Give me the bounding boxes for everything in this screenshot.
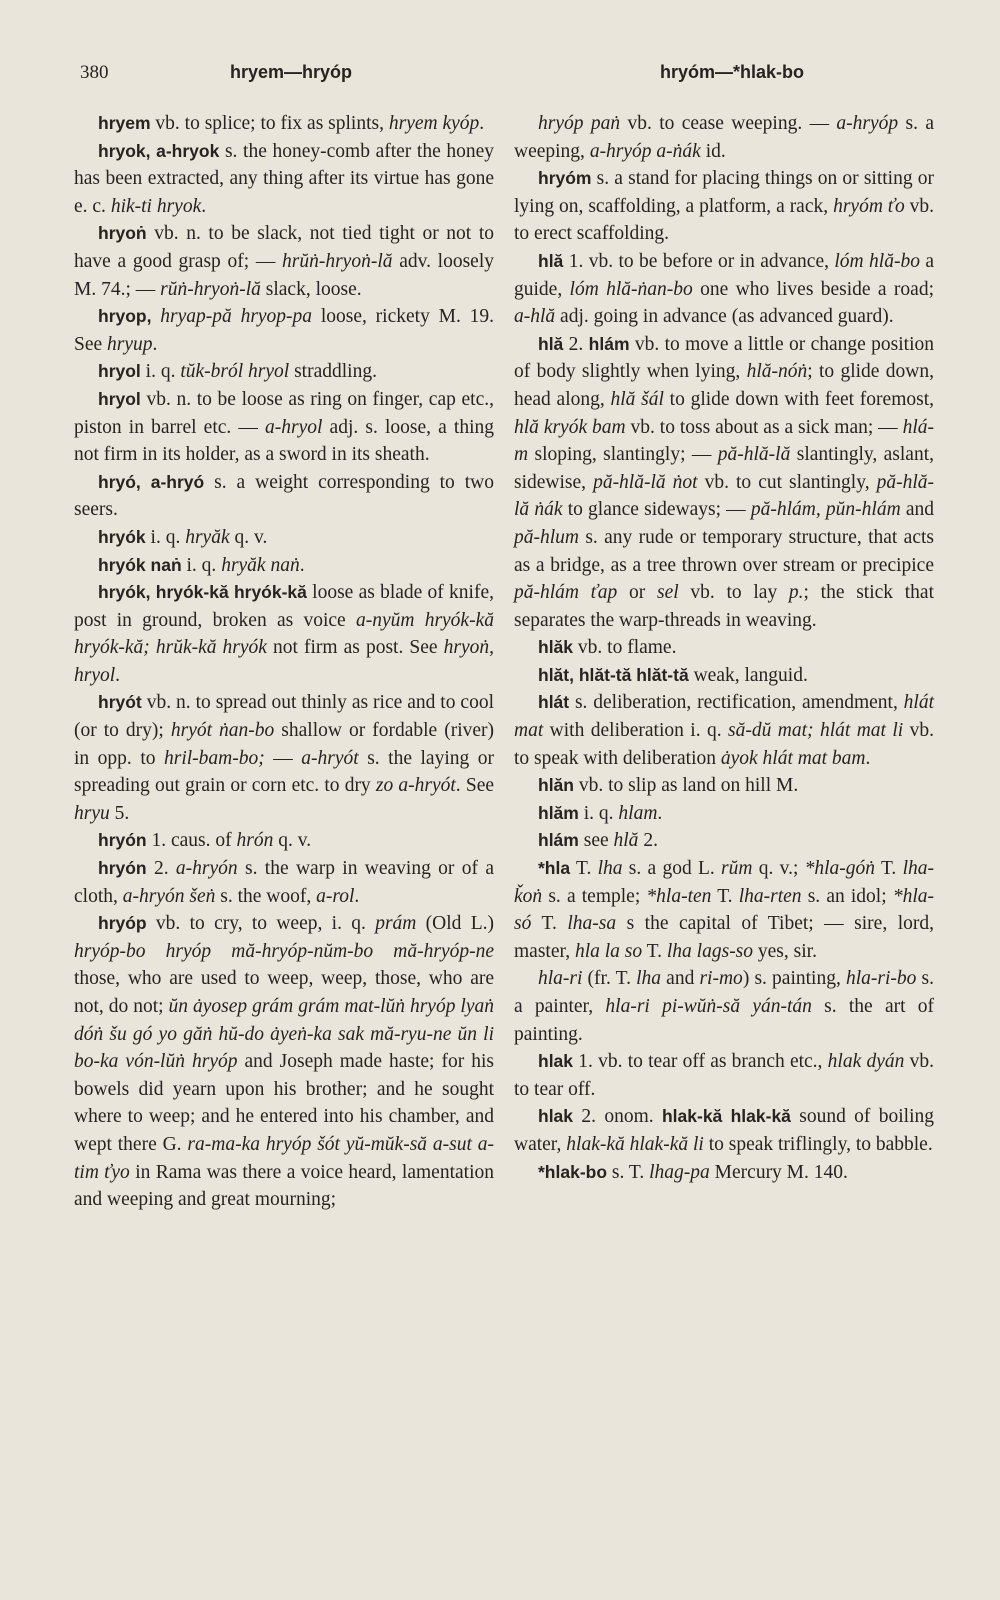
definition-text: vb. to erect scaffolding.: [514, 195, 935, 245]
headword: hryoṅ: [98, 223, 147, 244]
definition-text: q. v.;: [752, 858, 805, 880]
dictionary-entry: [514, 165, 934, 248]
dictionary-entry: [74, 220, 494, 303]
dictionary-entry: [514, 634, 934, 662]
italic-text: hrón: [236, 830, 274, 852]
italic-text: hlam: [618, 802, 658, 824]
definition-text: vb. to slip as land on hill M.: [573, 775, 799, 797]
italic-text: ȧyok hlát mat bam: [720, 747, 866, 769]
dictionary-entry: [74, 138, 494, 221]
headword: hlát: [538, 692, 570, 713]
italic-text: lha-sa: [567, 913, 617, 935]
italic-text: a-rol: [316, 885, 355, 907]
definition-text: those, who are used to weep, weep, those, who are not, do not;: [74, 968, 494, 1017]
definition-text: to glide down with feet foremost,: [663, 388, 934, 410]
definition-text: a guide,: [514, 250, 935, 300]
italic-text: lhag-pa: [649, 1161, 710, 1183]
definition-text: s. any rude or temporary structure, that acts as a bridge, as a tree thrown over stream or precipice: [514, 526, 934, 576]
italic-text: a-hryóp: [836, 113, 899, 134]
definition-text: vb. to lay: [678, 582, 789, 604]
dictionary-entry: [74, 689, 494, 827]
definition-text: .: [657, 802, 663, 824]
definition-text: T.: [570, 858, 598, 880]
italic-text: *hla-góṅ: [804, 858, 876, 880]
definition-text: . See: [455, 775, 495, 797]
definition-text: 1. vb. to be before or in advance,: [563, 250, 835, 272]
dictionary-entry: [74, 303, 494, 358]
italic-text: hryu: [74, 802, 110, 824]
headword: hryók, hryók-kă hryók-kă: [98, 582, 307, 603]
italic-text: lha: [636, 968, 662, 990]
italic-text: hryap-pă hryop-pa: [160, 306, 313, 328]
italic-text: prám: [375, 913, 417, 935]
italic-text: lha lags-so: [666, 940, 754, 962]
definition-text: shallow or fordable (river) in opp. to: [74, 720, 495, 769]
definition-text: or: [617, 582, 657, 604]
definition-text: not firm as post. See: [266, 637, 444, 659]
definition-text: to speak triflingly, to babble.: [703, 1133, 933, 1155]
definition-text: s. a painter,: [514, 968, 934, 1017]
definition-text: 1. caus. of: [146, 830, 237, 852]
left-column: [74, 110, 494, 1214]
definition-text: vb. n. to spread out thinly as rice and to cool (or to dry);: [74, 692, 494, 742]
definition-text: and Joseph made haste; for his bowels did yearn upon his brother; and he sought where to weep; and he entered into his chamber, and wept there G.: [74, 1051, 494, 1155]
definition-text: sound of boiling water,: [514, 1106, 935, 1155]
definition-text: ) s. painting,: [742, 968, 846, 990]
italic-text: să-dŭ mat; hlát mat li: [728, 720, 904, 742]
definition-text: s. a god L.: [622, 858, 722, 880]
italic-text: hlă kryók bam: [514, 416, 626, 438]
headword: hryó, a-hryó: [98, 471, 205, 492]
definition-text: id.: [700, 140, 726, 162]
italic-text: hryem kyóp: [388, 113, 480, 134]
italic-text: hla-ri-bo: [845, 968, 917, 990]
definition-text: vb. to cry, to weep, i. q.: [146, 913, 376, 935]
italic-text: hlă-nóṅ: [746, 361, 808, 383]
definition-text: vb. n. to be slack, not tied tight or not to have a good grasp of; —: [74, 223, 494, 272]
definition-text: 1. vb. to tear off as branch etc.,: [573, 1051, 828, 1073]
italic-text: lha-rten: [738, 885, 802, 907]
dictionary-entry: [74, 358, 494, 386]
running-head: [80, 62, 920, 92]
definition-text: 5.: [109, 802, 130, 824]
definition-text: s. the laying or spreading out grain or corn etc. to dry: [74, 747, 494, 797]
italic-text: p.: [788, 582, 804, 604]
headword: hlak: [538, 1106, 574, 1127]
left-running-head: hryem—hryóp: [230, 62, 353, 82]
italic-text: hla-ri pi-wŭṅ-să yán-tán: [605, 996, 812, 1017]
definition-text: vb. to splice; to fix as splints,: [150, 113, 389, 134]
definition-text: 2. onom.: [573, 1106, 662, 1128]
definition-text: to glance sideways; —: [562, 499, 751, 521]
italic-text: pă-hlă-lă ṅot: [593, 471, 698, 493]
italic-text: lóm hlă-bo: [834, 250, 920, 272]
italic-text: hryóp-bo hryóp mă-hryóp-nŭm-bo mă-hryóp-ne: [74, 940, 494, 962]
definition-text: s. T.: [607, 1161, 650, 1183]
headword: hlak-kă hlak-kă: [661, 1106, 791, 1127]
dictionary-entry: [74, 469, 494, 524]
definition-text: (Old L.): [416, 913, 495, 935]
dictionary-entry: [514, 827, 934, 855]
dictionary-entry: [514, 855, 934, 965]
italic-text: rŭṅ-hryoṅ-lă: [160, 278, 261, 300]
italic-text: hril-bam-bo;: [164, 747, 265, 769]
italic-text: a-nyŭm hryók-kă hryók-kă; hrŭk-kă hryók: [74, 609, 494, 659]
headword: hryók: [98, 526, 146, 547]
italic-text: lha-ǩoṅ: [514, 858, 934, 907]
definition-text: ; the stick that separates the warp-threads in weaving.: [514, 582, 934, 631]
italic-text: *hla-só: [514, 885, 934, 935]
definition-text: s. a temple;: [542, 885, 647, 907]
definition-text: adj. going in advance (as advanced guard).: [555, 306, 894, 328]
definition-text: sloping, slantingly; —: [528, 444, 718, 466]
definition-text: [151, 306, 160, 327]
definition-text: .: [152, 333, 158, 355]
headword: hryop,: [98, 306, 152, 327]
dictionary-entry: [514, 1048, 934, 1103]
definition-text: and: [661, 968, 700, 990]
italic-text: hryóm ťo: [833, 195, 905, 217]
dictionary-entry: [514, 248, 934, 331]
definition-text: vb. to move a little or change position of body slightly when lying,: [514, 333, 934, 383]
italic-text: a-hryón: [175, 858, 238, 880]
definition-text: q. v.: [229, 526, 268, 548]
headword: hlám: [538, 830, 579, 851]
headword: hryót: [98, 692, 142, 713]
page-number: 380: [80, 62, 109, 83]
definition-text: i. q.: [181, 554, 222, 576]
headword: hlă: [538, 333, 564, 354]
dictionary-entry: [74, 110, 494, 138]
italic-text: ŭn ȧyosep grám grám mat-lŭṅ hryóp lyaṅ dóṅ šu gó yo găṅ hŭ-do ȧyeṅ-ka sak mă-ryu-ne ŭn li bo-ka vón-lŭṅ hryóp: [74, 996, 494, 1073]
headword: hryóm: [538, 168, 592, 189]
right-column: [514, 110, 934, 1186]
headword: hryol: [98, 388, 141, 409]
italic-text: a-hlă: [514, 306, 556, 328]
headword: hryón: [98, 858, 147, 879]
definition-text: —: [264, 747, 302, 769]
italic-text: pă-hlă-lă: [717, 444, 791, 466]
italic-text: hlak dyán: [827, 1051, 905, 1073]
italic-text: tŭk-bról hryol: [180, 361, 290, 383]
definition-text: vb. to flame.: [573, 637, 677, 659]
definition-text: see: [578, 830, 614, 852]
definition-text: adv. loosely M. 74.; —: [74, 250, 494, 300]
italic-text: hrŭṅ-hryoṅ-lă: [282, 250, 393, 272]
definition-text: .: [865, 747, 871, 769]
definition-text: one who lives beside a road;: [692, 278, 935, 300]
definition-text: .: [115, 664, 121, 686]
headword: hlak: [538, 1051, 574, 1072]
definition-text: s. a weeping,: [514, 113, 934, 162]
italic-text: pă-hlă-lă ṅák: [514, 471, 934, 521]
dictionary-entry: [74, 552, 494, 580]
italic-text: hryup: [107, 333, 153, 355]
italic-text: hlă šál: [610, 388, 664, 410]
dictionary-entry: [74, 910, 494, 1214]
definition-text: slantingly, aslant, sidewise,: [514, 444, 934, 493]
definition-text: vb. to speak with deliberation: [514, 720, 935, 769]
headword: hryón: [98, 830, 147, 851]
italic-text: a-hryót: [301, 747, 359, 769]
definition-text: adj. s. loose, a thing not firm in its holder, as a sword in its sheath.: [74, 416, 494, 466]
definition-text: T.: [531, 913, 568, 935]
definition-text: q. v.: [273, 830, 312, 852]
italic-text: pă-hlám ťap: [514, 582, 618, 604]
dictionary-entry: [514, 965, 934, 1048]
definition-text: s. the warp in weaving or of a cloth,: [74, 858, 494, 907]
definition-text: .: [201, 195, 207, 217]
definition-text: .: [354, 885, 360, 907]
headword: *hla: [538, 858, 571, 879]
definition-text: ; to glide down, head along,: [514, 361, 934, 410]
definition-text: s. the art of painting.: [514, 996, 935, 1045]
italic-text: ra-ma-ka hryóp šót yŭ-mŭk-să a-sut a-tim ťyo: [74, 1133, 494, 1183]
dictionary-entry: [74, 524, 494, 552]
definition-text: s the capital of Tibet; — sire, lord, master,: [514, 913, 934, 962]
dictionary-entry: [514, 800, 934, 828]
definition-text: T.: [875, 858, 903, 880]
italic-text: pă-hlám, pŭn-hlám: [750, 499, 901, 521]
definition-text: i. q.: [578, 802, 619, 824]
definition-text: i. q.: [140, 361, 181, 383]
headword: hlăt, hlăt-tă hlăt-tă: [538, 664, 689, 685]
italic-text: hryóp paṅ: [538, 113, 621, 134]
italic-text: hlă: [613, 830, 639, 852]
italic-text: hla-ri: [538, 968, 583, 990]
definition-text: loose, rickety M. 19. See: [74, 306, 495, 355]
definition-text: 2.: [563, 333, 589, 355]
definition-text: yes, sir.: [753, 940, 817, 962]
definition-text: with deliberation i. q.: [543, 720, 729, 742]
definition-text: .: [299, 554, 305, 576]
dictionary-entry: [514, 110, 934, 165]
dictionary-entry: [514, 662, 934, 690]
definition-text: s. the honey-comb after the honey has been extracted, any thing after its virtue has gone e. c.: [74, 140, 494, 217]
definition-text: s. deliberation, rectification, amendment,: [569, 692, 904, 714]
italic-text: hryót ṅan-bo: [170, 720, 275, 742]
definition-text: s. the woof,: [215, 885, 317, 907]
headword: hryóp: [98, 913, 147, 934]
definition-text: loose as blade of knife, post in ground, broken as voice: [74, 582, 494, 631]
definition-text: s. a stand for placing things on or sitting or lying on, scaffolding, a platform, a rack,: [514, 168, 934, 217]
italic-text: hryăk: [185, 526, 230, 548]
definition-text: i. q.: [145, 526, 186, 548]
italic-text: hlá-m: [514, 416, 935, 466]
dictionary-entry: [74, 579, 494, 689]
dictionary-entry: [514, 772, 934, 800]
definition-text: vb. to cease weeping. —: [620, 113, 837, 134]
dictionary-entry: [74, 386, 494, 469]
headword: hlăn: [538, 775, 574, 796]
definition-text: (fr. T.: [582, 968, 637, 990]
headword: hlă: [538, 250, 564, 271]
definition-text: and: [900, 499, 935, 521]
italic-text: *hla-ten: [646, 885, 712, 907]
italic-text: zo a-hryót: [375, 775, 456, 797]
dictionary-entry: [74, 827, 494, 855]
italic-text: lóm hlă-ṅan-bo: [569, 278, 693, 300]
italic-text: a-hryóp a-ṅák: [589, 140, 701, 162]
headword: hryok, a-hryok: [98, 140, 220, 161]
definition-text: s. a weight corresponding to two seers.: [74, 471, 494, 521]
definition-text: in Rama was there a voice heard, lamentation and weeping and great mourning;: [74, 1161, 494, 1211]
definition-text: vb. n. to be loose as ring on finger, cap etc., piston in barrel etc. —: [74, 388, 494, 438]
right-running-head: hryóm—*hlak-bo: [660, 62, 805, 82]
definition-text: slack, loose.: [260, 278, 362, 300]
definition-text: 2.: [638, 830, 658, 852]
headword: hlăm: [538, 802, 579, 823]
headword: hryol: [98, 361, 141, 382]
italic-text: ri-mo: [699, 968, 743, 990]
italic-text: hryoṅ, hryol: [74, 637, 494, 686]
headword: hlăk: [538, 637, 574, 658]
headword: *hlak-bo: [538, 1161, 608, 1182]
italic-text: rŭm: [721, 858, 753, 880]
italic-text: hlát mat: [514, 692, 934, 742]
italic-text: sel: [657, 582, 679, 604]
definition-text: straddling.: [289, 361, 377, 383]
definition-text: Mercury M. 140.: [709, 1161, 848, 1183]
definition-text: vb. to tear off.: [514, 1051, 934, 1100]
dictionary-entry: [514, 689, 934, 772]
italic-text: pă-hlum: [514, 526, 579, 548]
definition-text: vb. to toss about as a sick man; —: [625, 416, 903, 438]
dictionary-entry: [514, 331, 934, 635]
headword: hlám: [588, 333, 630, 354]
italic-text: lha: [597, 858, 623, 880]
definition-text: T.: [711, 885, 739, 907]
italic-text: hryăk naṅ: [221, 554, 300, 576]
definition-text: vb. to cut slantingly,: [697, 471, 877, 493]
definition-text: s. an idol;: [801, 885, 893, 907]
definition-text: T.: [642, 940, 667, 962]
italic-text: hlak-kă hlak-kă li: [566, 1133, 704, 1155]
definition-text: 2.: [146, 858, 176, 880]
headword: hryem: [98, 113, 151, 133]
italic-text: a-hryón šeṅ: [122, 885, 216, 907]
italic-text: hik-ti hryok: [110, 195, 202, 217]
dictionary-entry: [74, 855, 494, 910]
dictionary-entry: [514, 1159, 934, 1187]
italic-text: hla la so: [574, 940, 643, 962]
definition-text: .: [479, 113, 485, 134]
definition-text: weak, languid.: [688, 664, 808, 686]
headword: hryók naṅ: [98, 554, 182, 575]
italic-text: a-hryol: [265, 416, 323, 438]
dictionary-entry: [514, 1103, 934, 1158]
